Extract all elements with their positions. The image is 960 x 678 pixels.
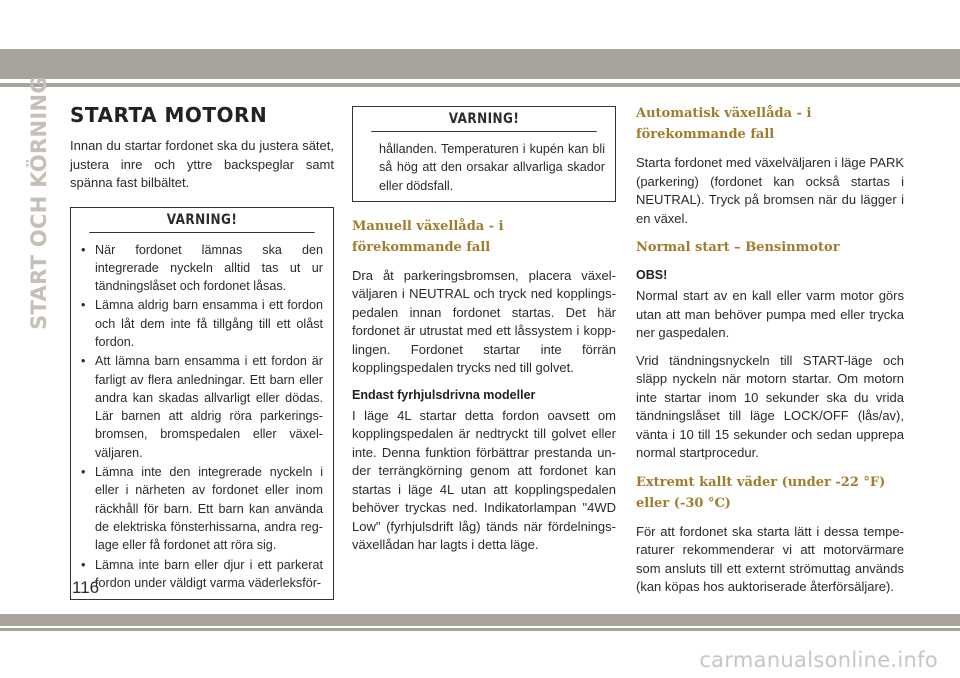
warning-item: • Lämna inte den integrerade nyckeln i eller i närheten av fordonet eller inom räckhåll för barn. Ett barn kan använda de elektriska fönsterhissarna, andra reglage eller få fordonet att röra sig. — [81, 463, 323, 554]
automatic-transmission-heading: Automatisk växellåda - i förekommande fall — [636, 106, 812, 142]
column-2 — [352, 106, 616, 564]
page-title: STARTA MOTORN — [70, 103, 268, 127]
warning-item: • Att lämna barn ensamma i ett fordon är farligt av flera anledningar. Ett barn eller andra kan skadas allvarligt eller dödas. Lär barnen att aldrig röra parkeringsbromsen, bromspedalen eller växelväljaren. — [81, 352, 323, 462]
footer-band — [0, 614, 960, 626]
awd-heading: Endast fyrhjulsdrivna modeller — [352, 387, 536, 402]
warning-item: • Lämna aldrig barn ensamma i ett fordon och låt dem inte få tillgång till ett olåst fordon. — [81, 296, 323, 351]
chapter-side-label — [26, 76, 52, 330]
warning-box-continued — [352, 106, 616, 202]
watermark: carmanualsonline.info — [699, 648, 938, 672]
warning-list — [81, 241, 323, 593]
warning-title: VARNING! — [371, 107, 596, 132]
warning-item: • Lämna inte barn eller djur i ett parkerat fordon under väldigt varma väderleksför- — [81, 556, 323, 593]
automatic-transmission-text: Starta fordonet med växelväljaren i läge PARK (parkering) (fordonet kan också startas i NEUTRAL). Tryck på bromsen när du lägger i en växel. — [636, 155, 904, 226]
obs-label: OBS! — [636, 268, 668, 282]
obs-text: Normal start av en kall eller varm motor görs utan att man behöver pumpa med eller trycka ner gaspedalen. — [636, 288, 904, 340]
header-band — [0, 49, 960, 79]
cold-weather-heading: Extremt kallt väder (under -22 °F) eller (-30 °C) — [636, 474, 886, 511]
cold-weather-text: För att fordonet ska starta lätt i dessa temperaturer rekommenderar vi att motorvärmare som ansluts till ett externt strömuttag används (kan köpas hos auktoriserade återförsäljare). — [636, 523, 904, 594]
normal-start-heading: Normal start – Bensinmotor — [636, 240, 840, 255]
header-divider — [0, 83, 960, 87]
awd-text: I läge 4L startar detta fordon oavsett om kopplingspedalen är nedtryckt till golvet eller inte. Denna funktion förbättrar prestanda under terrängkörning genom att fordonet kan startas i läge 4L utan att kopplingspedalen behöver tryckas ned. Indikatorlampan "4WD Low" (fyrhjulsdrift låg) tänds när fördelningsväxellådan har lagts i detta läge. — [352, 407, 616, 553]
warning-box — [70, 207, 334, 601]
column-1 — [70, 103, 334, 600]
warning-item: • När fordonet lämnas ska den integrerade nyckeln alltid tas ut ur tändningslåset och fordonet låsas. — [81, 241, 323, 296]
manual-transmission-heading: Manuell växellåda - i förekommande fall — [352, 218, 504, 255]
warning-title: VARNING! — [89, 208, 314, 233]
footer-divider — [0, 628, 960, 631]
warning-continued-text: hållanden. Temperaturen i kupén kan bli så hög att den orsakar allvarliga skador eller dödsfall. — [379, 142, 605, 193]
chapter-side-label-text: START OCH KÖRNING — [27, 76, 51, 330]
column-3 — [636, 103, 904, 606]
manual-transmission-text: Dra åt parkeringsbromsen, placera växelväljaren i NEUTRAL och tryck ned kopplingspedalen innan fordonet startas. Det här fordonet är utrustat med ett låssystem i kopplingen. Fordonet startar inte förrän kopplingspedalen trycks ned till golvet. — [352, 267, 616, 376]
normal-start-text: Vrid tändningsnyckeln till START-läge och släpp nyckeln när motorn startar. Om motorn inte startar inom 10 sekunder ska du vrida tändningslåset till läge LOCK/OFF (lås/av), vänta i 10 till 15 sekunder och sedan upprepa normal startprocedur. — [636, 352, 904, 460]
intro-paragraph: Innan du startar fordonet ska du justera sätet, justera inre och yttre backspeglar samt spänna fast bilbältet. — [70, 138, 334, 190]
page-number: 116 — [72, 578, 100, 597]
